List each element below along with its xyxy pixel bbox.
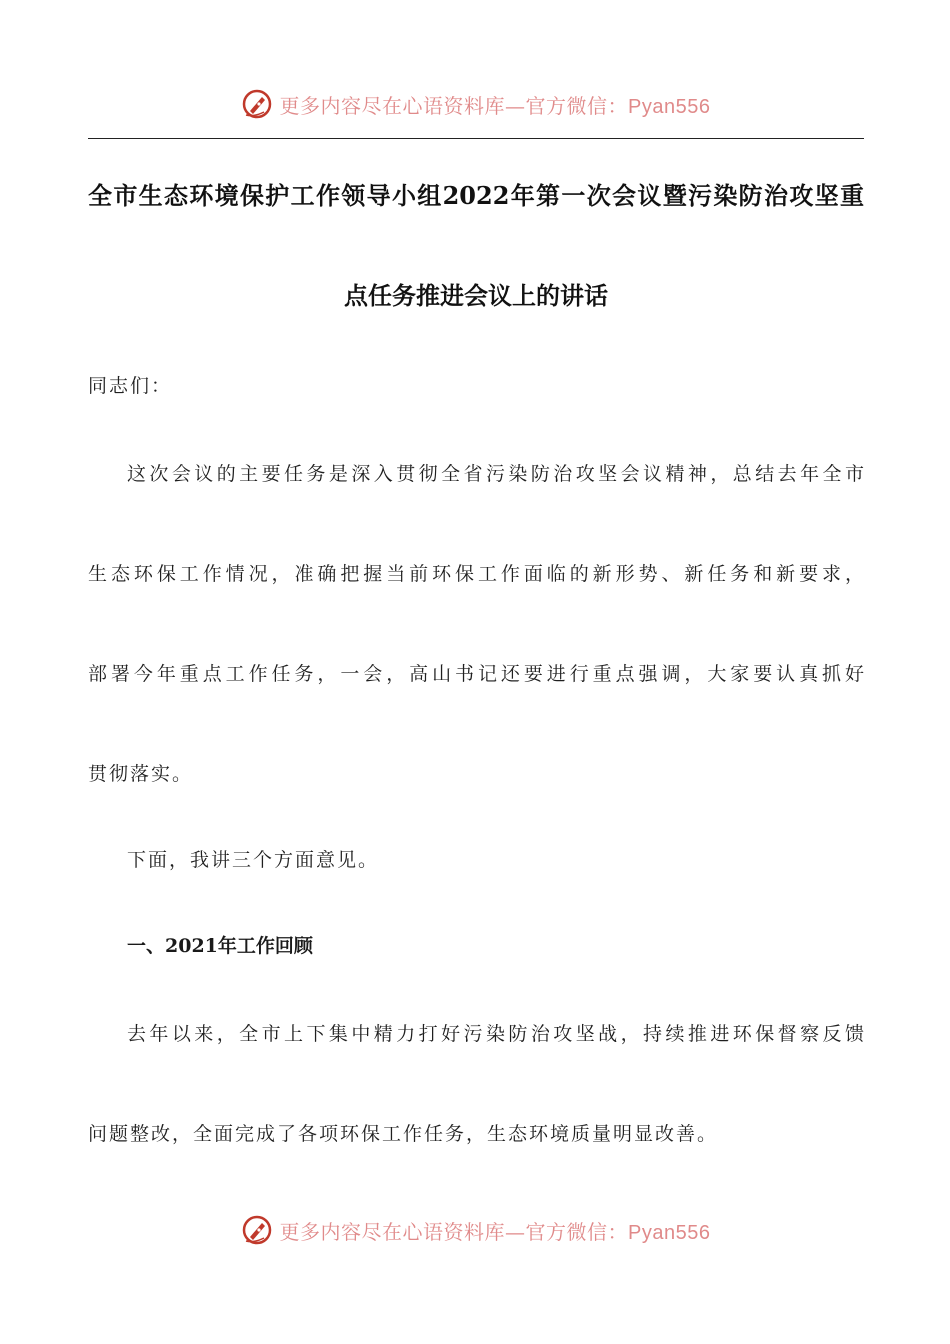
paragraph-2: 下面，我讲三个方面意见。 — [127, 849, 380, 871]
pen-nib-logo-icon — [240, 87, 274, 121]
paragraph-1-line-1: 这次会议的主要任务是深入贯彻全省污染防治攻坚会议精神，总结去年全市 — [127, 463, 864, 485]
document-title-line-2: 点任务推进会议上的讲话 — [344, 281, 608, 310]
watermark-text — [280, 1216, 711, 1245]
section-heading-1: 一、2021年工作回顾 — [127, 935, 313, 957]
salutation: 同志们： — [88, 375, 173, 397]
paragraph-1-line-2: 生态环保工作情况，准确把握当前环保工作面临的新形势、新任务和新要求， — [88, 563, 864, 585]
footer-watermark — [0, 1210, 950, 1250]
paragraph-1-line-3: 部署今年重点工作任务，一会，高山书记还要进行重点强调，大家要认真抓好 — [88, 663, 864, 685]
header-watermark — [0, 84, 950, 124]
watermark-wechat-id: Pyan556 — [628, 1221, 711, 1244]
paragraph-3-line-1: 去年以来，全市上下集中精力打好污染防治攻坚战，持续推进环保督察反馈 — [127, 1023, 864, 1045]
watermark-label: 更多内容尽在心语资料库—官方微信： — [279, 93, 629, 118]
header-divider — [88, 138, 864, 139]
paragraph-1-line-4: 贯彻落实。 — [88, 763, 194, 785]
paragraph-3-line-2: 问题整改，全面完成了各项环保工作任务，生态环境质量明显改善。 — [88, 1123, 719, 1145]
watermark-text — [280, 90, 711, 119]
watermark-label: 更多内容尽在心语资料库—官方微信： — [279, 1219, 629, 1244]
pen-nib-logo-icon — [240, 1213, 274, 1247]
watermark-wechat-id: Pyan556 — [628, 95, 711, 118]
document-title-line-1: 全市生态环境保护工作领导小组2022年第一次会议暨污染防治攻坚重 — [88, 181, 864, 210]
